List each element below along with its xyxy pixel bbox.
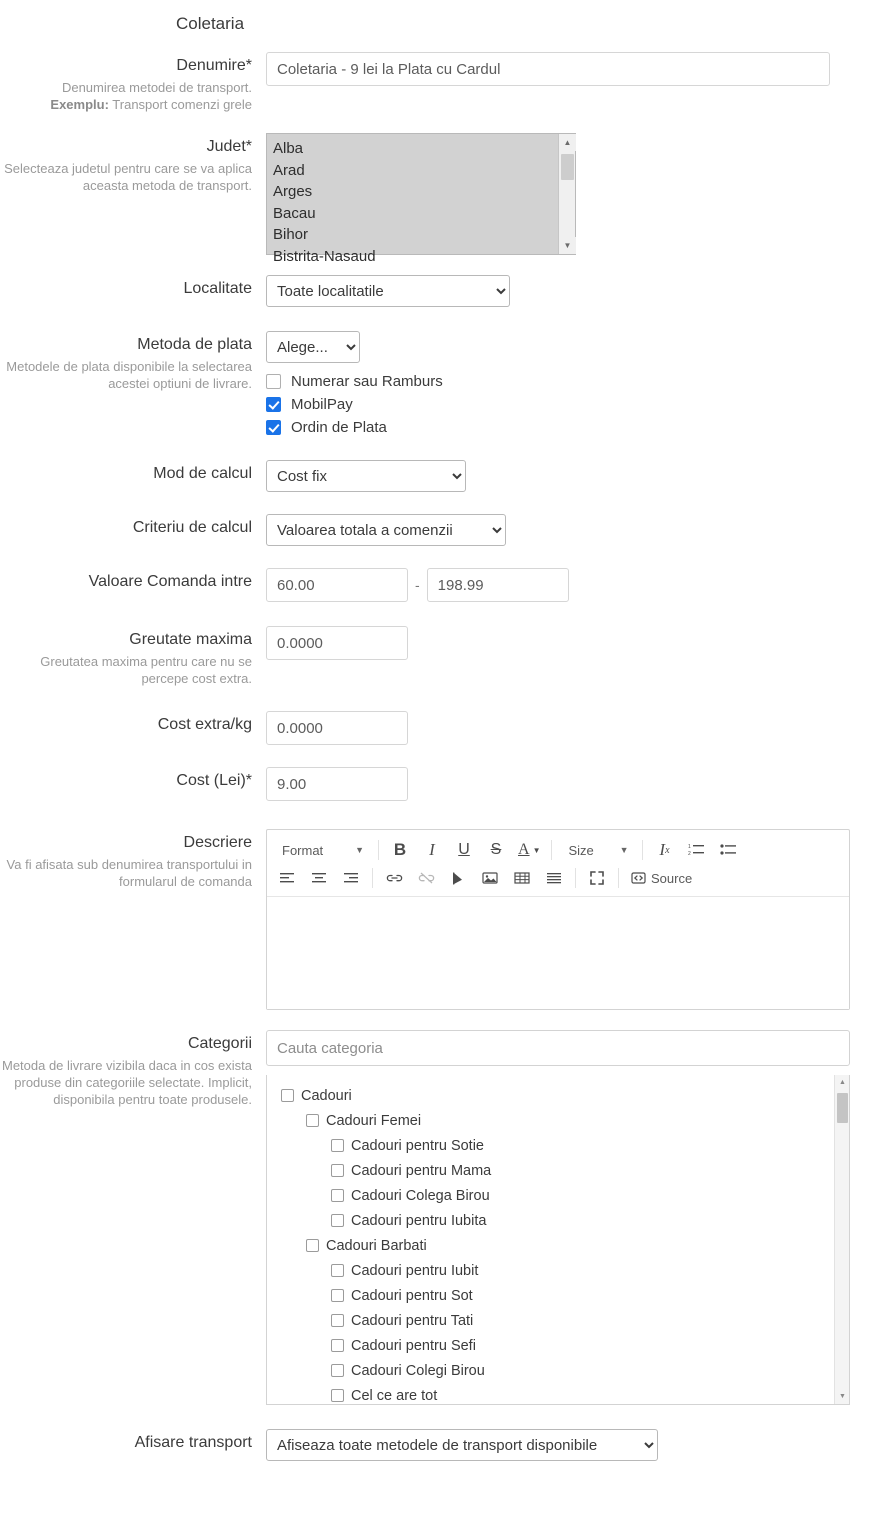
toolbar-divider [372, 868, 373, 888]
judet-option[interactable]: Arges [273, 183, 313, 200]
link-icon[interactable] [381, 865, 407, 891]
tree-checkbox[interactable] [281, 1089, 294, 1102]
cost-extra-label: Cost extra/kg [157, 716, 252, 733]
judet-option[interactable]: Bacau [273, 204, 316, 222]
table-icon[interactable] [509, 865, 535, 891]
scroll-up-icon[interactable]: ▲ [839, 1079, 846, 1086]
judet-option[interactable]: Arad [273, 161, 305, 179]
source-button-label: Source [651, 870, 693, 886]
descriere-label: Descriere [183, 834, 252, 851]
descriere-field-col [266, 827, 880, 1010]
cost-extra-field-col [266, 709, 880, 745]
image-icon[interactable] [477, 865, 503, 891]
tree-item[interactable] [281, 1083, 849, 1108]
criteriu-calcul-label: Criteriu de calcul [132, 519, 252, 536]
mod-calcul-select[interactable] [266, 460, 466, 492]
cost-label-col [0, 765, 266, 791]
anchor-icon[interactable] [445, 865, 471, 891]
tree-item[interactable] [281, 1283, 849, 1308]
tree-item-label: Cadouri [301, 1087, 352, 1104]
scrollbar-thumb[interactable] [837, 1093, 848, 1123]
checkbox-row-numerar[interactable] [266, 373, 880, 390]
cost-extra-label-col [0, 709, 266, 735]
categorii-scrollbar[interactable] [834, 1075, 849, 1404]
denumire-help [0, 79, 252, 113]
valoare-comanda-max-input[interactable] [427, 568, 569, 602]
toolbar-divider [575, 868, 576, 888]
field-row-greutate-maxima [0, 624, 880, 687]
criteriu-calcul-label-col [0, 512, 266, 538]
tree-item[interactable] [281, 1233, 849, 1258]
denumire-label-col [0, 50, 266, 113]
localitate-label-col [0, 273, 266, 299]
toolbar-divider [551, 840, 552, 860]
size-dropdown-label: Size [568, 842, 594, 858]
field-row-cost [0, 765, 880, 801]
rich-text-editor[interactable] [266, 829, 850, 1010]
field-row-metoda-plata [0, 329, 880, 442]
tree-item-label: Cadouri Colega Birou [351, 1187, 490, 1204]
svg-text:1: 1 [688, 844, 692, 850]
align-right-icon[interactable] [338, 865, 364, 891]
field-row-criteriu-calcul [0, 512, 880, 546]
page-title: Coletaria [176, 14, 245, 33]
field-row-afisare-transport [0, 1427, 880, 1461]
judet-options [267, 134, 575, 271]
remove-format-icon[interactable]: I x [659, 840, 670, 859]
numbered-list-icon[interactable] [683, 837, 709, 863]
descriere-help: Va fi afisata sub denumirea transportului in formularul de comanda [6, 857, 252, 889]
tree-item-label: Cadouri pentru Sefi [351, 1337, 476, 1354]
field-row-mod-calcul [0, 458, 880, 492]
checkbox-row-mobilpay[interactable] [266, 396, 880, 413]
localitate-label: Localitate [183, 280, 252, 297]
judet-listbox[interactable] [266, 133, 576, 265]
mod-calcul-field-col [266, 458, 880, 492]
mod-calcul-label-col [0, 458, 266, 484]
valoare-comanda-label: Valoare Comanda intre [88, 573, 252, 590]
tree-item-label: Cadouri pentru Iubita [351, 1212, 487, 1229]
tree-item[interactable] [281, 1358, 849, 1383]
format-dropdown[interactable] [274, 837, 370, 863]
denumire-field-col [266, 50, 880, 86]
tree-item[interactable] [281, 1133, 849, 1158]
cost-field-col [266, 765, 880, 801]
metoda-plata-select[interactable] [266, 331, 360, 363]
tree-item[interactable] [281, 1183, 849, 1208]
categorii-field-col [266, 1028, 880, 1405]
afisare-transport-label: Afisare transport [134, 1434, 252, 1451]
metoda-plata-field-col [266, 329, 880, 442]
tree-item-label: Cadouri pentru Tati [351, 1312, 474, 1329]
field-row-descriere [0, 827, 880, 1010]
categorii-help: Metoda de livrare vizibila daca in cos exista produse din categoriile selectate. Implicit, disponibila pentru toate produsele. [1, 1058, 252, 1107]
categorii-tree-items [267, 1075, 849, 1408]
denumire-help-line1: Denumirea metodei de transport. [61, 80, 252, 95]
tree-checkbox[interactable] [331, 1314, 344, 1327]
categorii-search-box[interactable] [266, 1030, 850, 1066]
tree-item-label: Cadouri pentru Mama [351, 1162, 492, 1179]
italic-icon[interactable]: I [429, 840, 435, 859]
afisare-transport-field-col [266, 1427, 880, 1461]
judet-label: Judet* [206, 138, 252, 155]
denumire-label: Denumire* [176, 57, 252, 74]
criteriu-calcul-select[interactable] [266, 514, 506, 546]
checkbox-mobilpay-label: MobilPay [291, 396, 353, 413]
svg-text:2: 2 [688, 851, 692, 857]
denumire-input[interactable] [266, 52, 830, 86]
editor-toolbar-row-1 [271, 836, 845, 864]
judet-option[interactable]: Bistrita-Nasaud [273, 247, 376, 265]
tree-item[interactable] [281, 1158, 849, 1183]
checkbox-row-ordin-plata[interactable] [266, 419, 880, 436]
horizontal-rule-icon[interactable] [541, 865, 567, 891]
tree-checkbox[interactable] [331, 1339, 344, 1352]
tree-item[interactable] [281, 1108, 849, 1133]
tree-item-label: Cadouri pentru Sot [351, 1287, 473, 1304]
tree-checkbox[interactable] [306, 1114, 319, 1127]
scroll-up-icon[interactable]: ▲ [559, 134, 576, 151]
scrollbar-thumb[interactable] [561, 154, 574, 180]
checkbox-ordin-plata-label: Ordin de Plata [291, 419, 387, 436]
tree-checkbox[interactable] [331, 1389, 344, 1402]
cost-input[interactable] [266, 767, 408, 801]
tree-checkbox[interactable] [331, 1189, 344, 1202]
scroll-down-icon[interactable]: ▼ [559, 237, 576, 254]
greutate-maxima-label-col [0, 624, 266, 687]
categorii-label: Categorii [187, 1035, 252, 1052]
metoda-plata-help: Metodele de plata disponibile la selectarea acestei optiuni de livrare. [6, 359, 252, 391]
tree-item-label: Cadouri Colegi Birou [351, 1362, 485, 1379]
denumire-help-bold: Exemplu: [50, 97, 109, 112]
denumire-help-line2: Transport comenzi grele [108, 97, 252, 112]
field-row-localitate [0, 273, 880, 307]
bold-icon[interactable]: B [393, 840, 407, 859]
tree-item-label: Cel ce are tot [351, 1387, 438, 1404]
metoda-plata-label-col [0, 329, 266, 392]
tree-item-label: Cadouri Femei [326, 1112, 422, 1129]
align-left-icon[interactable] [274, 865, 300, 891]
metoda-plata-label: Metoda de plata [137, 336, 252, 353]
tree-checkbox[interactable] [331, 1139, 344, 1152]
tree-checkbox[interactable] [331, 1264, 344, 1277]
categorii-label-col [0, 1028, 266, 1108]
tree-item-label: Cadouri Barbati [326, 1237, 427, 1254]
criteriu-calcul-field-col [266, 512, 880, 546]
checkbox-numerar[interactable] [266, 374, 281, 389]
source-button[interactable] [627, 865, 696, 891]
judet-label-col [0, 131, 266, 194]
unlink-icon[interactable] [413, 865, 439, 891]
valoare-comanda-label-col [0, 566, 266, 592]
metoda-plata-checkbox-list [266, 373, 880, 436]
judet-help: Selecteaza judetul pentru care se va aplica aceasta metoda de transport. [4, 161, 252, 193]
tree-checkbox[interactable] [331, 1164, 344, 1177]
greutate-maxima-help: Greutatea maxima pentru care nu se percepe cost extra. [40, 654, 252, 686]
localitate-field-col [266, 273, 880, 307]
editor-toolbar-row-2 [271, 864, 845, 892]
field-row-denumire [0, 50, 880, 113]
judet-option[interactable]: Bihor [273, 226, 309, 243]
chevron-down-icon: ▼ [619, 845, 629, 855]
tree-checkbox[interactable] [331, 1364, 344, 1377]
tree-item-label: Cadouri pentru Sotie [351, 1137, 484, 1154]
tree-checkbox[interactable] [331, 1289, 344, 1302]
checkbox-ordin-plata[interactable] [266, 420, 281, 435]
categorii-tree[interactable] [266, 1075, 850, 1405]
valoare-comanda-field-col [266, 566, 880, 602]
checkbox-mobilpay[interactable] [266, 397, 281, 412]
mod-calcul-label: Mod de calcul [153, 465, 252, 482]
valoare-comanda-min-input[interactable] [266, 568, 408, 602]
cost-label: Cost (Lei)* [176, 772, 252, 789]
tree-checkbox[interactable] [306, 1239, 319, 1252]
maximize-icon[interactable] [584, 865, 610, 891]
tree-item[interactable] [281, 1383, 849, 1408]
toolbar-divider [378, 840, 379, 860]
categorii-search-placeholder: Cauta categoria [277, 1039, 383, 1057]
align-center-icon[interactable] [306, 865, 332, 891]
field-row-categorii [0, 1028, 880, 1405]
greutate-maxima-input[interactable] [266, 626, 408, 660]
afisare-transport-select[interactable] [266, 1429, 658, 1461]
judet-field-col [266, 131, 880, 265]
scroll-down-icon[interactable]: ▼ [839, 1393, 846, 1400]
tree-item[interactable] [281, 1333, 849, 1358]
judet-option[interactable]: Alba [273, 140, 304, 157]
tree-checkbox[interactable] [331, 1214, 344, 1227]
descriere-label-col [0, 827, 266, 890]
range-separator: - [415, 577, 420, 593]
checkbox-numerar-label: Numerar sau Ramburs [291, 373, 443, 390]
strikethrough-icon[interactable]: S [490, 841, 502, 858]
tree-item[interactable] [281, 1308, 849, 1333]
size-dropdown[interactable] [560, 837, 634, 863]
field-row-judet [0, 131, 880, 265]
editor-content-area[interactable] [267, 897, 849, 1009]
greutate-maxima-label: Greutate maxima [129, 631, 252, 648]
format-dropdown-label: Format [282, 842, 324, 858]
text-color-icon[interactable]: A ▼ [518, 841, 541, 858]
tree-item[interactable] [281, 1258, 849, 1283]
tree-item[interactable] [281, 1208, 849, 1233]
tree-item-label: Cadouri pentru Iubit [351, 1262, 479, 1279]
bulleted-list-icon[interactable] [715, 837, 741, 863]
greutate-maxima-field-col [266, 624, 880, 660]
field-row-cost-extra [0, 709, 880, 745]
toolbar-divider [618, 868, 619, 888]
afisare-transport-label-col [0, 1427, 266, 1453]
toolbar-divider [642, 840, 643, 860]
chevron-down-icon: ▼ [355, 845, 364, 855]
cost-extra-input[interactable] [266, 711, 408, 745]
field-row-valoare-comanda [0, 566, 880, 602]
underline-icon[interactable]: U [458, 841, 470, 858]
localitate-select[interactable] [266, 275, 510, 307]
editor-toolbar [267, 830, 849, 897]
judet-scrollbar[interactable] [558, 134, 575, 254]
